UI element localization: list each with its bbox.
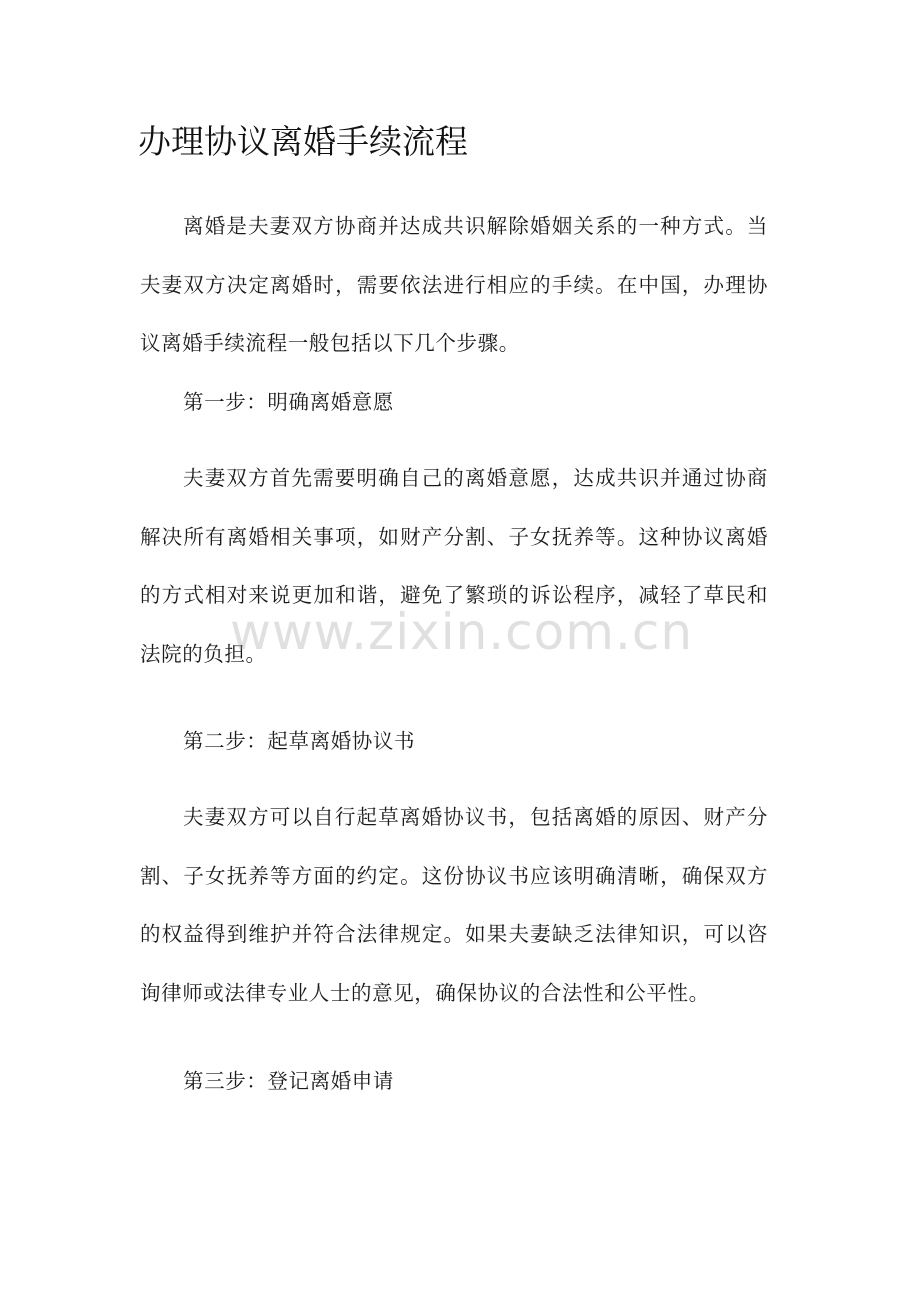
- step2-heading: 第二步：起草离婚协议书: [183, 729, 416, 753]
- step1-heading: 第一步：明确离婚意愿: [183, 390, 394, 414]
- step3-heading: 第三步：登记离婚申请: [183, 1069, 394, 1093]
- document-title: 办理协议离婚手续流程: [138, 122, 468, 161]
- step2-paragraph: 夫妻双方可以自行起草离婚协议书，包括离婚的原因、财产分割、子女抚养等方面的约定。这份协议书应该明确清晰，确保双方的权益得到维护并符合法律规定。如果夫妻缺乏法律知识，可以咨询律师或法律专业人士的意见，确保协议的合法性和公平性。: [140, 805, 768, 1005]
- watermark: www.zixin.com.cn: [230, 603, 694, 661]
- intro-paragraph: 离婚是夫妻双方协商并达成共识解除婚姻关系的一种方式。当夫妻双方决定离婚时，需要依法进行相应的手续。在中国，办理协议离婚手续流程一般包括以下几个步骤。: [140, 214, 768, 355]
- step1-paragraph: 夫妻双方首先需要明确自己的离婚意愿，达成共识并通过协商解决所有离婚相关事项，如财产分割、子女抚养等。这种协议离婚的方式相对来说更加和谐，避免了繁琐的诉讼程序，减轻了草民和法院的负担。: [140, 466, 768, 666]
